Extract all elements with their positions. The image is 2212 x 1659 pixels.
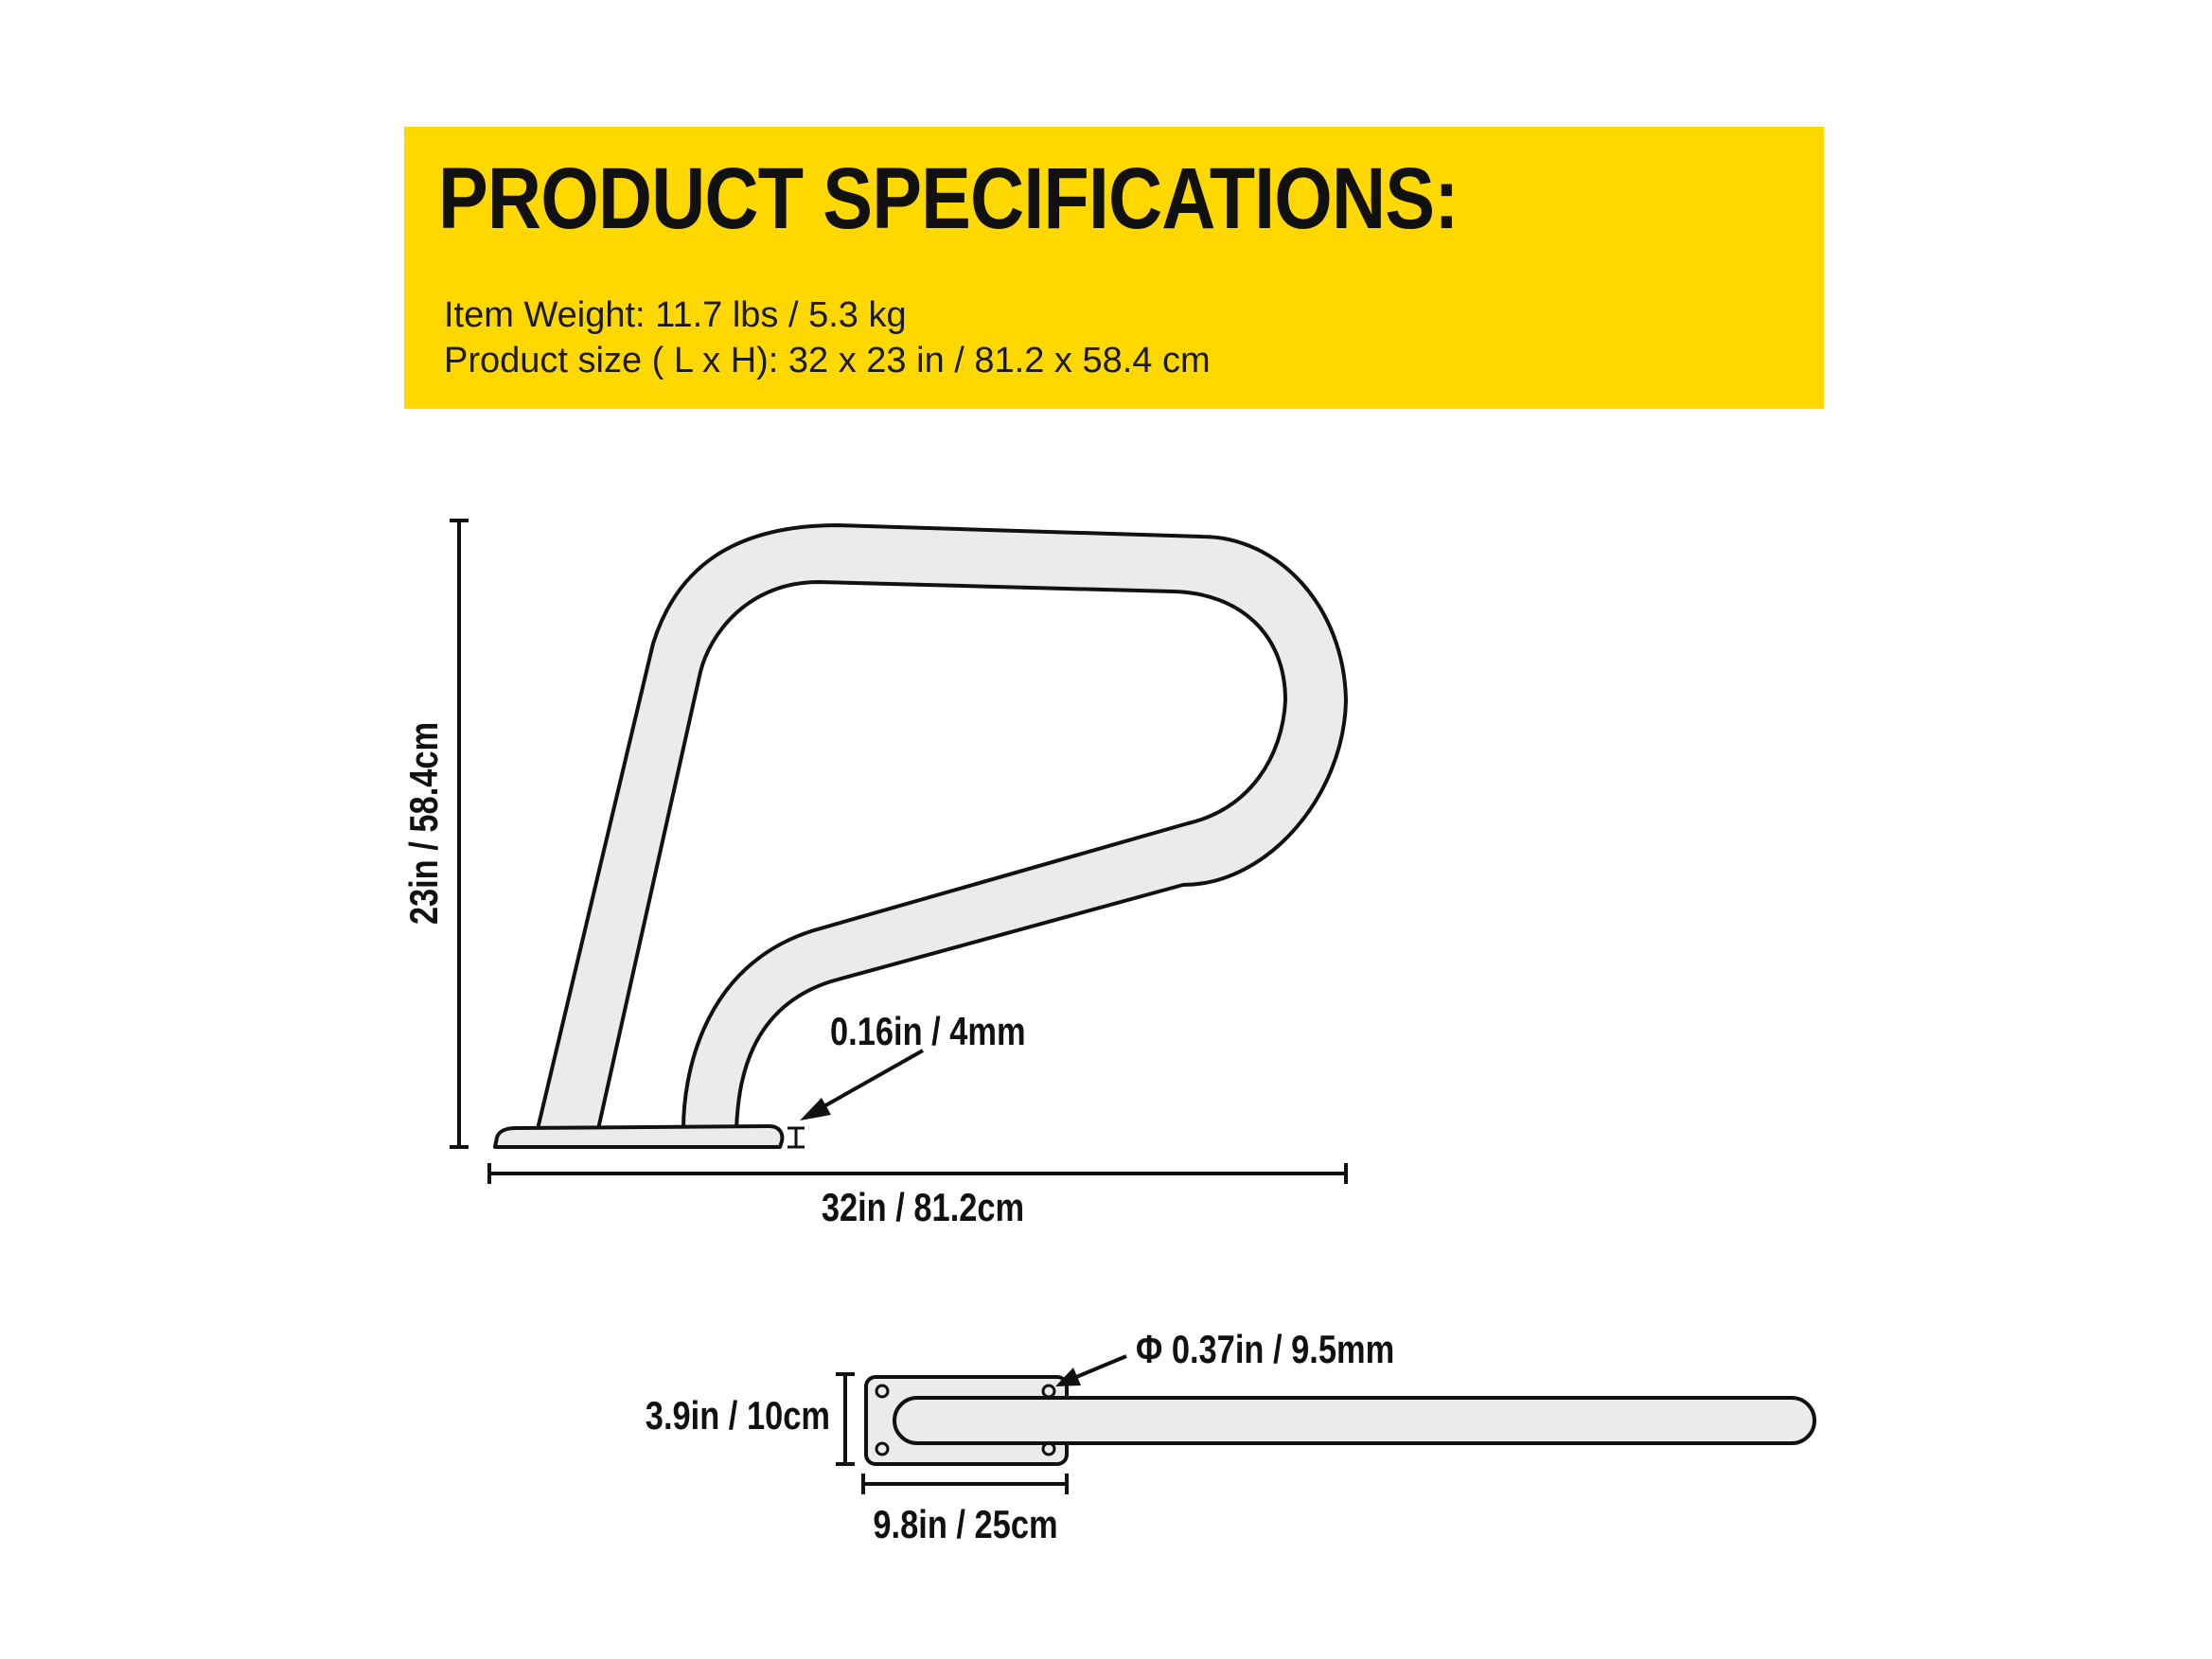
thickness-label: 0.16in / 4mm xyxy=(830,1009,1026,1054)
item-weight-text: Item Weight: 11.7 lbs / 5.3 kg xyxy=(444,295,907,335)
side-view xyxy=(402,521,1346,1230)
hole-diameter-label: Φ 0.37in / 9.5mm xyxy=(1136,1327,1395,1372)
thickness-arrowhead xyxy=(800,1098,831,1121)
hole-diameter-leader-line xyxy=(1070,1356,1126,1380)
plate-length-label: 9.8in / 25cm xyxy=(873,1502,1058,1547)
plate-width-label: 3.9in / 10cm xyxy=(645,1393,830,1438)
thickness-leader-line xyxy=(814,1050,923,1112)
handrail-top-view xyxy=(894,1398,1814,1443)
product-size-text: Product size ( L x H): 32 x 23 in / 81.2 x 58.4 cm xyxy=(444,341,1211,380)
length-label: 32in / 81.2cm xyxy=(821,1185,1025,1230)
banner-title: PRODUCT SPECIFICATIONS: xyxy=(438,150,1459,247)
height-label: 23in / 58.4cm xyxy=(401,721,447,926)
top-view xyxy=(646,1328,1814,1547)
handrail-base-plate xyxy=(495,1126,782,1147)
